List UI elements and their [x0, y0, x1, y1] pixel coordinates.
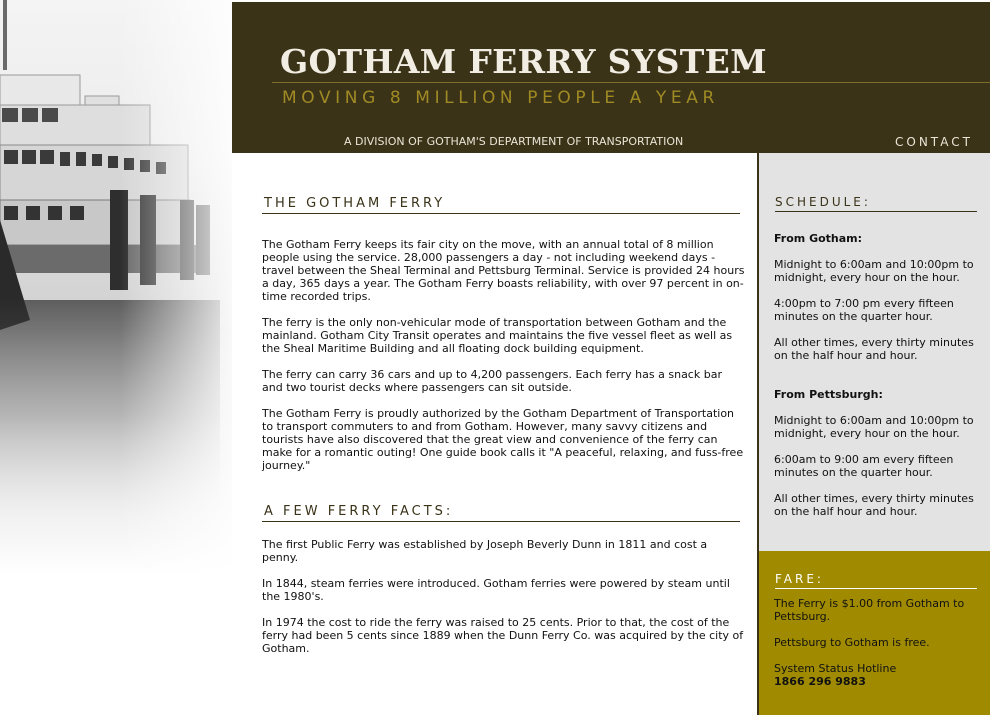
- schedule-panel: [759, 153, 990, 551]
- schedule-item: All other times, every thirty minutes on the half hour and hour.: [774, 336, 974, 362]
- fact-paragraph: In 1974 the cost to ride the ferry was raised to 25 cents. Prior to that, the cost of the ferry had been 5 cents since 1889 when the Dunn Ferry Co. was acquired by the city of Gotham.: [262, 616, 744, 655]
- site-tagline: MOVING 8 MILLION PEOPLE A YEAR: [282, 88, 719, 108]
- hotline-number: 1866 296 9883: [774, 675, 866, 688]
- fare-heading: FARE:: [775, 572, 977, 589]
- from-gotham-label: From Gotham:: [774, 232, 863, 245]
- fact-paragraph: In 1844, steam ferries were introduced. Gotham ferries were powered by steam until the 1980's.: [262, 577, 730, 603]
- fact-paragraph: The first Public Ferry was established by Joseph Beverly Dunn in 1811 and cost a penny.: [262, 538, 708, 564]
- fare-line: Pettsburg to Gotham is free.: [774, 636, 930, 649]
- fare-panel: [759, 551, 990, 715]
- about-paragraph: The ferry can carry 36 cars and up to 4,200 passengers. Each ferry has a snack bar and two tourist decks where passengers can sit outside.: [262, 368, 722, 394]
- about-paragraph: The Gotham Ferry is proudly authorized by the Gotham Department of Transportation to transport commuters to and from Gotham. However, many savvy citizens and tourists have also discovered that the great view and convenience of the ferry can make for a romantic outing! One guide book calls it "A peaceful, relaxing, and fuss-free journey.": [262, 407, 744, 472]
- ferry-photo: [0, 0, 232, 575]
- main-content: [262, 196, 746, 655]
- about-paragraph: The ferry is the only non-vehicular mode of transportation between Gotham and the mainland. Gotham City Transit operates and maintains the five vessel fleet as well as the Sheal Maritime Building and all floating dock building equipment.: [262, 316, 733, 355]
- schedule-heading: SCHEDULE:: [775, 195, 977, 212]
- about-heading: THE GOTHAM FERRY: [262, 196, 740, 214]
- schedule-item: 4:00pm to 7:00 pm every fifteen minutes on the quarter hour.: [774, 297, 954, 323]
- hotline-label: System Status Hotline: [774, 662, 897, 675]
- from-pettsburgh-label: From Pettsburgh:: [774, 388, 883, 401]
- division-text: A DIVISION OF GOTHAM'S DEPARTMENT OF TRANSPORTATION: [344, 135, 684, 148]
- facts-heading: A FEW FERRY FACTS:: [262, 504, 740, 522]
- title-divider: [272, 82, 990, 83]
- about-paragraph: The Gotham Ferry keeps its fair city on the move, with an annual total of 8 million people using the service. 28,000 passengers a day - not including weekend days - travel between the Sheal Terminal and Pettsburg Terminal. Service is provided 24 hours a day, 365 days a year. The Gotham Ferry boasts reliability, with over 97 percent in on-time recorded trips.: [262, 238, 745, 303]
- schedule-item: All other times, every thirty minutes on the half hour and hour.: [774, 492, 974, 518]
- site-header: [232, 2, 990, 153]
- site-title: GOTHAM FERRY SYSTEM: [280, 42, 767, 81]
- contact-link[interactable]: CONTACT: [895, 135, 973, 149]
- fare-line: The Ferry is $1.00 from Gotham to Pettsburg.: [774, 597, 965, 623]
- schedule-item: Midnight to 6:00am and 10:00pm to midnight, every hour on the hour.: [774, 258, 974, 284]
- schedule-item: Midnight to 6:00am and 10:00pm to midnight, every hour on the hour.: [774, 414, 974, 440]
- schedule-item: 6:00am to 9:00 am every fifteen minutes on the quarter hour.: [774, 453, 954, 479]
